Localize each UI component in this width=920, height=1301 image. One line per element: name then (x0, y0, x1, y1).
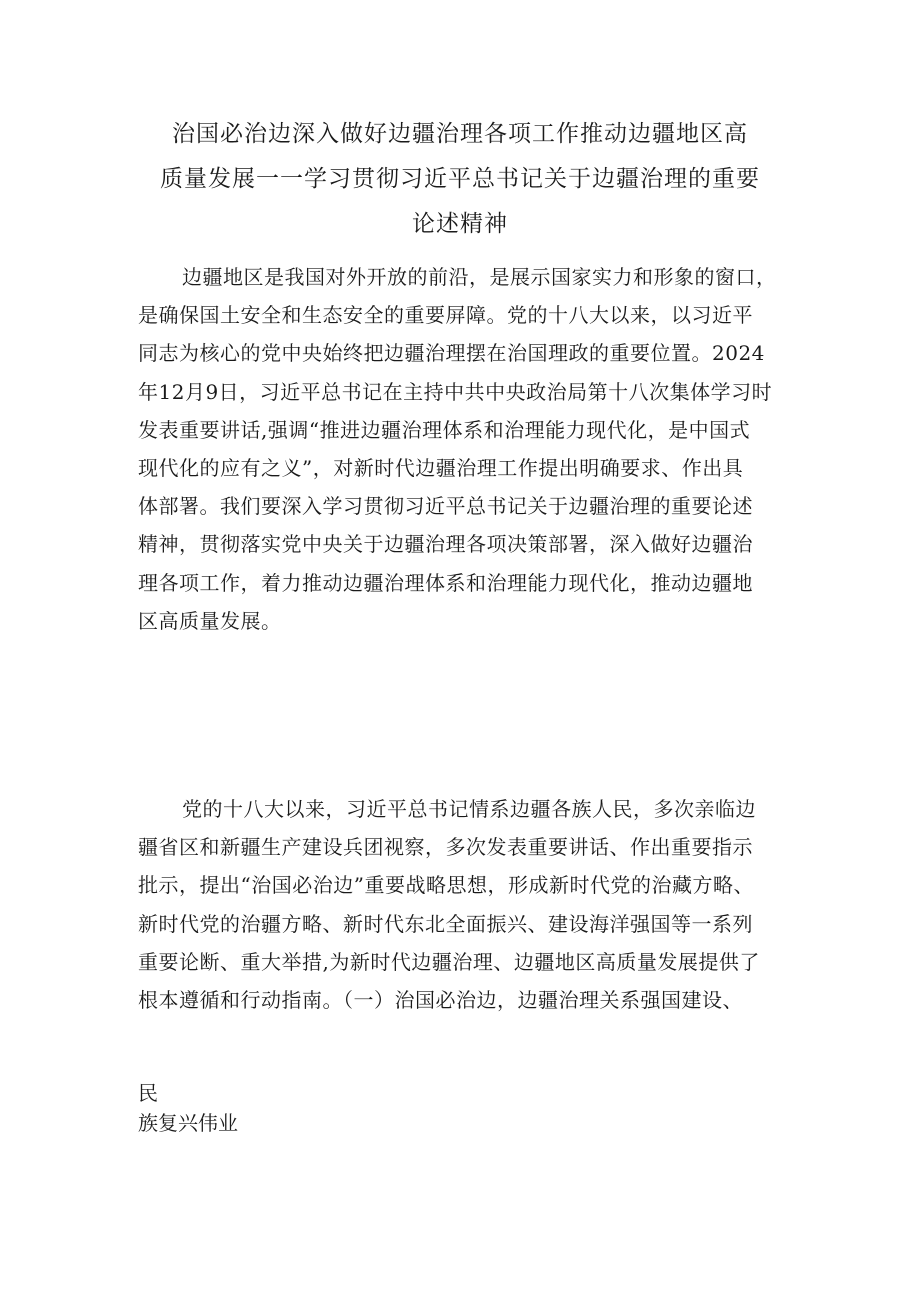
paragraph-line: 边疆地区是我国对外开放的前沿，是展示国家实力和形象的窗口， (182, 265, 777, 289)
paragraph-line: 批示，提出“治国必治边”重要战略思想，形成新时代党的治藏方略、 (138, 873, 754, 898)
paragraph-line: 同志为核心的党中央始终把边疆治理摆在治国理政的重要位置。2024 (138, 341, 765, 366)
paragraph-line: 党的十八大以来，习近平总书记情系边疆各族人民，多次亲临边 (182, 797, 756, 821)
paragraph-line: 体部署。我们要深入学习贯彻习近平总书记关于边疆治理的重要论述 (138, 494, 753, 519)
paragraph-2 (138, 790, 798, 1019)
heading-line: 族复兴伟业 (138, 1111, 238, 1135)
paragraph-line: 根本遵循和行动指南。（一）治国必治边，边疆治理关系强国建设、 (138, 988, 743, 1013)
paragraph-line: 年12月9日，习近平总书记在主持中共中央政治局第十八次集体学习时 (138, 379, 773, 404)
paragraph-line: 新时代党的治疆方略、新时代东北全面振兴、建设海洋强国等一系列 (138, 911, 753, 936)
paragraph-line: 区高质量发展。 (138, 608, 282, 633)
paragraph-line: 疆省区和新疆生产建设兵团视察，多次发表重要讲话、作出重要指示 (138, 835, 753, 860)
document-title (130, 112, 790, 247)
heading-line: 民 (138, 1081, 158, 1105)
title-line-3: 论述精神 (412, 211, 508, 237)
paragraph-line: 是确保国土安全和生态安全的重要屏障。党的十八大以来，以习近平 (138, 303, 753, 328)
paragraph-line: 发表重要讲话,强调“推进边疆治理体系和治理能力现代化，是中国式 (138, 417, 751, 442)
paragraph-line: 精神，贯彻落实党中央关于边疆治理各项决策部署，深入做好边疆治 (138, 532, 753, 557)
paragraph-1 (138, 258, 798, 640)
title-line-1: 治国必治边深入做好边疆治理各项工作推动边疆地区高 (172, 121, 748, 147)
paragraph-line: 现代化的应有之义”，对新时代边疆治理工作提出明确要求、作出具 (138, 456, 744, 481)
paragraph-line: 理各项工作，着力推动边疆治理体系和治理能力现代化，推动边疆地 (138, 570, 753, 595)
title-line-2: 质量发展一一学习贯彻习近平总书记关于边疆治理的重要 (160, 166, 760, 192)
paragraph-line: 重要论断、重大举措,为新时代边疆治理、边疆地区高质量发展提供了 (138, 949, 760, 974)
section-heading-continuation (138, 1078, 238, 1138)
